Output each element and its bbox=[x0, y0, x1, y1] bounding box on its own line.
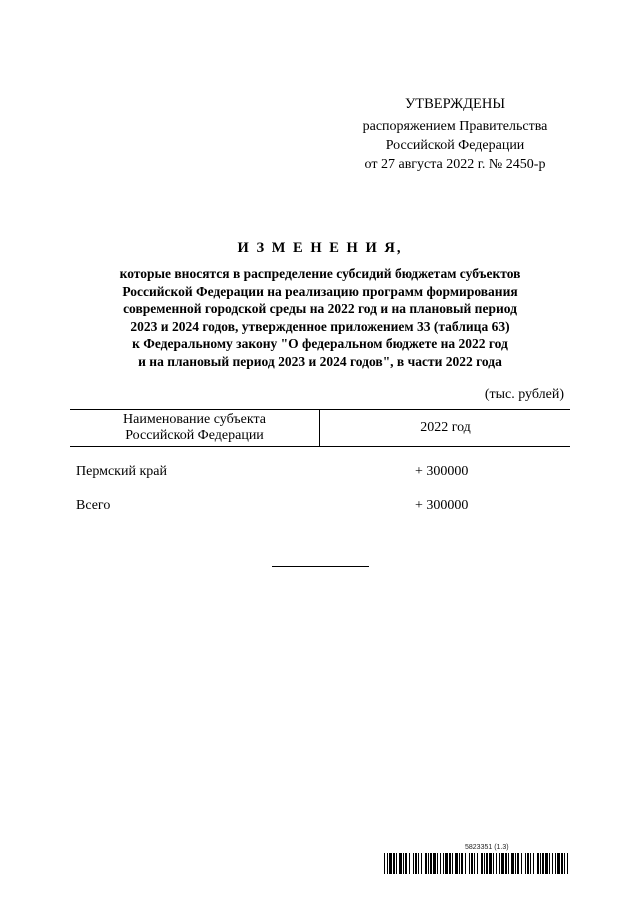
row-value: + 300000 bbox=[415, 464, 469, 479]
end-separator-line bbox=[272, 566, 369, 567]
barcode-number: 5823351 (1.3) bbox=[465, 844, 509, 851]
row-value: + 300000 bbox=[415, 498, 469, 513]
subtitle-line: 2023 и 2024 годов, утвержденное приложением 33 (таблица 63) bbox=[130, 318, 510, 334]
document-title: И З М Е Н Е Н И Я, bbox=[237, 240, 403, 256]
row-subject-name: Всего bbox=[76, 498, 111, 513]
approval-line: распоряжением Правительства bbox=[362, 119, 548, 134]
column-header-year: 2022 год bbox=[420, 420, 471, 435]
document-subtitle bbox=[60, 265, 580, 371]
subtitle-line: которые вносятся в распределение субсидий бюджетам субъектов bbox=[119, 266, 521, 281]
barcode-image bbox=[383, 853, 569, 874]
subtitle-line: современной городской среды на 2022 год и на плановый период bbox=[123, 301, 517, 317]
subtitle-line: Российской Федерации на реализацию программ формирования bbox=[122, 283, 518, 299]
units-label: (тыс. рублей) bbox=[484, 387, 564, 402]
column-header-line: Российской Федерации bbox=[125, 428, 264, 443]
column-header-subject bbox=[70, 410, 320, 446]
column-header-line: Наименование субъекта bbox=[123, 412, 266, 427]
row-subject-name: Пермский край bbox=[76, 464, 167, 479]
approval-line: от 27 августа 2022 г. № 2450-р bbox=[364, 157, 546, 172]
subtitle-line: и на плановый период 2023 и 2024 годов", в части 2022 года bbox=[138, 353, 502, 369]
table-header bbox=[70, 409, 570, 447]
approval-title: УТВЕРЖДЕНЫ bbox=[404, 96, 506, 112]
subtitle-line: к Федеральному закону "О федеральном бюджете на 2022 год bbox=[132, 336, 508, 352]
approval-line: Российской Федерации bbox=[385, 138, 525, 153]
approval-stamp bbox=[330, 95, 580, 174]
